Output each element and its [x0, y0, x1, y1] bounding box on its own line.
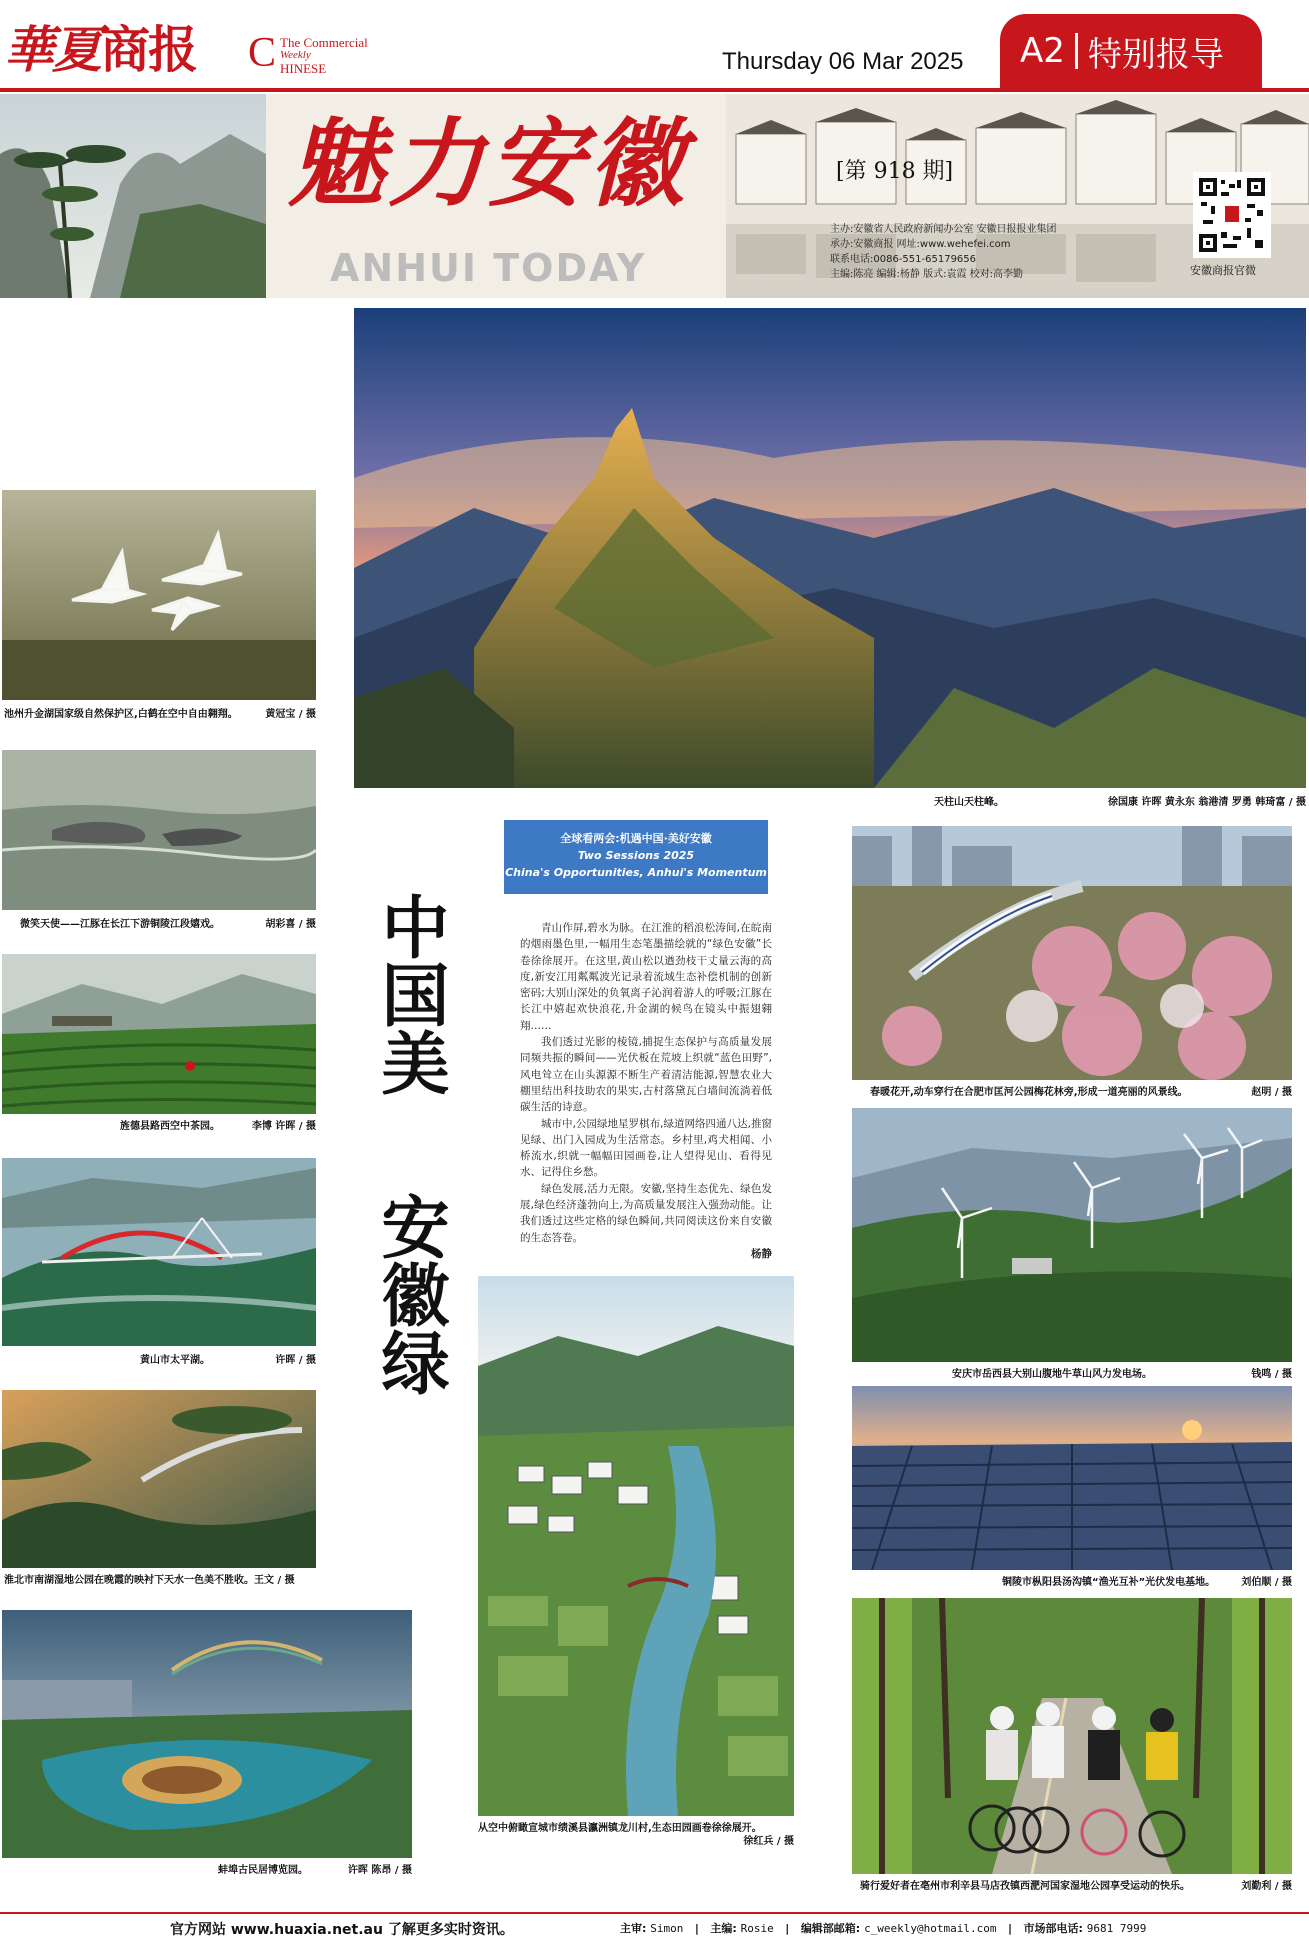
caption-credit: 钱鸣 / 摄: [1251, 1369, 1292, 1380]
bottom-rule: [0, 1912, 1309, 1914]
wind-caption: [952, 1368, 1292, 1381]
footer-separator: |: [777, 1922, 797, 1935]
cranes-photo: [2, 490, 316, 700]
logo-en-line3: HINESE: [280, 61, 327, 76]
porpoise-caption: [20, 918, 316, 931]
caption-text: 铜陵市枞阳县汤沟镇“渔光互补”光伏发电基地。: [1002, 1577, 1216, 1588]
credit-line: 主编:陈亮 编辑:杨静 版式:袁霞 校对:高李勤: [830, 269, 1024, 280]
footer-website[interactable]: 官方网站 www.huaxia.net.au 了解更多实时资讯。: [170, 1922, 514, 1938]
footer-market-label: 市场部电话:: [1023, 1922, 1083, 1935]
qr-code-icon[interactable]: [1193, 172, 1271, 258]
issue-number: [第 918 期]: [836, 159, 954, 184]
banner-credits: [830, 222, 1057, 282]
train-plum-photo: [852, 826, 1292, 1080]
footer-email[interactable]: c_weekly@hotmail.com: [864, 1922, 997, 1935]
caption-credit: 黄冠宝 / 摄: [265, 709, 316, 720]
train-caption: [870, 1086, 1292, 1099]
article-body: [520, 920, 772, 1262]
caption-credit: 胡彩喜 / 摄: [265, 919, 316, 930]
village-caption: [478, 1822, 794, 1852]
footer-editor-label: 主编:: [710, 1922, 737, 1935]
expo-caption: [218, 1864, 412, 1877]
cycling-photo: [852, 1598, 1292, 1874]
footer-chief-label: 主审:: [620, 1922, 647, 1935]
article-paragraph: 绿色发展,活力无限。安徽,坚持生态优先、绿色发展,绿色经济蓬勃向上,为高质量发展注入强劲动能。让我们透过这些定格的绿色瞬间,共同阅读这份来自安徽的生态答卷。: [520, 1182, 772, 1244]
hero-tianzhu-peak-photo: [354, 308, 1306, 788]
article-head-2: Two Sessions 2025: [577, 849, 695, 862]
qr-caption: 安徽商报官微: [1190, 264, 1256, 277]
credit-line: 承办:安徽商报 网址:www.wehefei.com: [830, 239, 1011, 250]
caption-text: 春暖花开,动车穿行在合肥市匡河公园梅花林旁,形成一道亮丽的风景线。: [870, 1087, 1188, 1098]
logo-english: [248, 30, 368, 76]
article-paragraph: 青山作屏,碧水为脉。在江淮的稻浪松涛间,在皖南的烟雨墨色里,一幅用生态笔墨描绘就的“绿色安徽”长卷徐徐展开。在这里,黄山松以遒劲枝干丈量云海的高度,新安江用粼粼波光记录着流域生态补偿机制的创新密码;大别山深处的负氧离子沁润着游人的呼吸;江豚在长江中嬉起欢快浪花,升金湖的候鸟在镜头中振翅翱翔……: [520, 922, 772, 1032]
huangshan-pine-photo: [0, 94, 266, 298]
top-rule: [0, 88, 1309, 92]
caption-text: 淮北市南湖湿地公园在晚霞的映衬下天水一色美不胜收。王文 / 摄: [4, 1575, 295, 1586]
footer-separator: |: [1000, 1922, 1020, 1935]
caption-credit: 刘伯顺 / 摄: [1241, 1577, 1292, 1588]
wind-farm-photo: [852, 1108, 1292, 1362]
nanhu-wetland-photo: [2, 1390, 316, 1568]
tea-caption: [120, 1120, 316, 1133]
article-author: 杨静: [751, 1247, 772, 1260]
tea-garden-photo: [2, 954, 316, 1114]
vertical-title-1: 中国美: [370, 892, 449, 1096]
caption-text: 黄山市太平湖。: [140, 1355, 210, 1366]
logo-en-line1: The Commercial: [280, 35, 368, 50]
caption-text: 安庆市岳西县大别山腹地牛草山风力发电场。: [952, 1369, 1152, 1380]
article-paragraph: 城市中,公园绿地星罗棋布,绿道网络四通八达,推窗见绿、出门入园成为生活常态。乡村里,鸡犬相闻、小桥流水,织就一幅幅田园画卷,让人望得见山、看得见水、记得住乡愁。: [520, 1117, 772, 1179]
logo-cn-a: 華夏: [4, 20, 100, 79]
logo-en-line2: Weekly: [280, 49, 311, 61]
caption-text: 微笑天使——江豚在长江下游铜陵江段嬉戏。: [20, 919, 220, 930]
footer-separator: |: [687, 1922, 707, 1935]
caption-credit: 李博 许晖 / 摄: [251, 1121, 316, 1132]
bengbu-expo-photo: [2, 1610, 412, 1858]
caption-credit: 徐红兵 / 摄: [743, 1836, 794, 1847]
caption-text: 从空中俯瞰宣城市绩溪县瀛洲镇龙川村,生态田园画卷徐徐展开。: [478, 1823, 762, 1834]
article-head-3: China's Opportunities, Anhui's Momentum: [505, 866, 767, 879]
credit-line: 主办:安徽省人民政府新闻办公室 安徽日报报业集团: [830, 224, 1057, 235]
article-header: [504, 820, 768, 894]
vertical-title-2: 安徽绿: [370, 1192, 449, 1396]
footer-email-label: 编辑部邮箱:: [800, 1922, 861, 1935]
cranes-caption: [4, 708, 316, 721]
longchuan-village-photo: [478, 1276, 794, 1816]
wetland-caption: [4, 1574, 316, 1587]
caption-text: 天柱山天柱峰。: [934, 797, 1004, 808]
section-tab: [1000, 14, 1262, 88]
footer-chief: Simon: [650, 1922, 684, 1935]
credit-line: 联系电话:0086-551-65179656: [830, 254, 977, 265]
section-divider: [1075, 33, 1078, 69]
caption-credit: 赵明 / 摄: [1251, 1087, 1292, 1098]
footer-market: 9681 7999: [1086, 1922, 1147, 1935]
caption-credit: 许晖 / 摄: [275, 1355, 316, 1366]
caption-text: 旌德县路西空中茶园。: [120, 1121, 220, 1132]
lake-caption: [140, 1354, 316, 1367]
banner-subtitle: ANHUI TODAY: [330, 246, 647, 290]
caption-credit: 许晖 陈昂 / 摄: [347, 1865, 412, 1876]
taiping-lake-photo: [2, 1158, 316, 1346]
solar-base-photo: [852, 1386, 1292, 1570]
footer-contacts: [620, 1920, 1146, 1936]
vertical-title: [364, 874, 454, 1414]
hero-caption: [934, 796, 1306, 809]
issue-date: Thursday 06 Mar 2025: [722, 48, 964, 75]
porpoise-photo: [2, 750, 316, 910]
section-name: 特别报导: [1087, 34, 1224, 75]
caption-credit: 徐国康 许晖 黄永东 翁港清 罗勇 韩琦富 / 摄: [1107, 797, 1306, 808]
logo-cn-b: 商报: [100, 20, 196, 79]
article-paragraph: 我们透过光影的棱镜,捕捉生态保护与高质量发展同频共振的瞬间——光伏板在荒坡上织就“蓝色田野”,风电耸立在山头源源不断生产着清洁能源,智慧农业大棚里结出科技助农的果实,古村落黛瓦白墙间流淌着低碳生活的诗意。: [520, 1036, 772, 1114]
banner-title: 魅力安徽: [288, 107, 688, 220]
footer-editor: Rosie: [740, 1922, 774, 1935]
logo-en-c: C: [248, 30, 277, 76]
caption-text: 骑行爱好者在亳州市利辛县马店孜镇西淝河国家湿地公园享受运动的快乐。: [860, 1881, 1190, 1892]
masthead-logo: [4, 20, 196, 80]
caption-credit: 刘勤利 / 摄: [1241, 1881, 1292, 1892]
caption-text: 蚌埠古民居博览园。: [218, 1865, 308, 1876]
solar-caption: [1002, 1576, 1292, 1589]
section-code: A2: [1020, 31, 1065, 71]
cycling-caption: [860, 1880, 1292, 1893]
article-head-1: 全球看两会:机遇中国·美好安徽: [560, 832, 712, 845]
caption-text: 池州升金湖国家级自然保护区,白鹤在空中自由翱翔。: [4, 709, 238, 720]
